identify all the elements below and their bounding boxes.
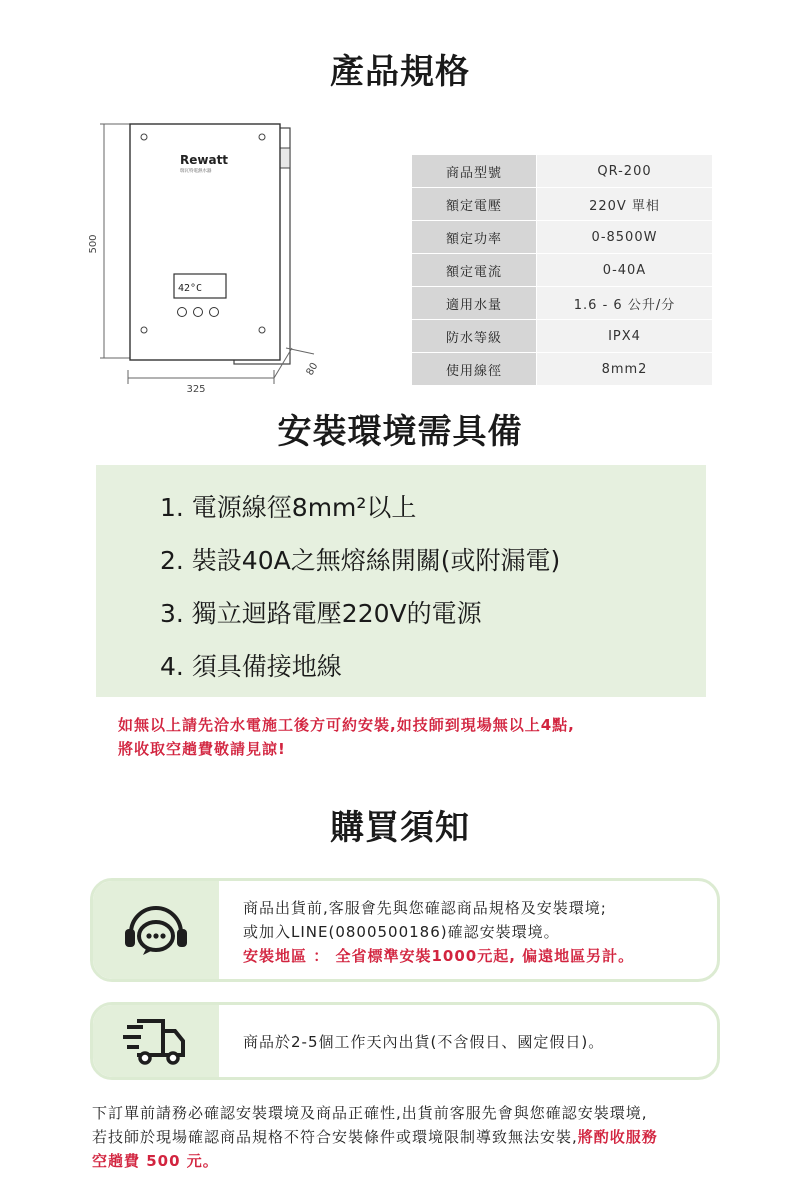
- spec-value: 0-40A: [537, 254, 713, 287]
- brand-logo: Rewatt: [180, 153, 229, 167]
- spec-value: 220V 單相: [537, 188, 713, 221]
- spec-key: 額定電壓: [412, 188, 537, 221]
- heater-drawing: [84, 108, 344, 418]
- install-section-title: 安裝環境需具備: [277, 412, 523, 452]
- purchase-section-title: 購買須知: [330, 808, 470, 848]
- spec-value: QR-200: [537, 155, 713, 188]
- spec-table: [412, 155, 712, 386]
- requirement-item: 2. 裝設40A之無熔絲開關(或附漏電): [160, 546, 561, 575]
- card1-line2: 或加入LINE(0800500186)確認安裝環境。: [243, 923, 560, 941]
- spec-key: 防水等級: [412, 320, 537, 353]
- notice-card-confirm: [90, 878, 720, 982]
- card-icon-area: [93, 881, 219, 979]
- spec-key: 適用水量: [412, 287, 537, 320]
- spec-key: 額定功率: [412, 221, 537, 254]
- spec-row: [412, 320, 712, 353]
- install-warning-line2: 將收取空趟費敬請見諒!: [118, 740, 286, 758]
- card1-line1: 商品出貨前,客服會先與您確認商品規格及安裝環境;: [243, 899, 607, 917]
- card-icon-area: [93, 1005, 219, 1077]
- spec-value: 1.6 - 6 公升/分: [537, 287, 713, 320]
- install-warning-line1: 如無以上請先洽水電施工後方可約安裝,如技師到現場無以上4點,: [118, 716, 575, 734]
- delivery-truck-icon: [93, 1005, 219, 1077]
- spec-value: 8mm2: [537, 353, 713, 386]
- spec-value: 0-8500W: [537, 221, 713, 254]
- footer-note-line3: [92, 1150, 219, 1171]
- spec-key: 額定電流: [412, 254, 537, 287]
- requirement-item: 1. 電源線徑8mm²以上: [160, 493, 417, 522]
- dim-depth-label: 80: [304, 360, 321, 378]
- notice-card-shipping: [90, 1002, 720, 1080]
- card2-line1: 商品於2-5個工作天內出貨(不含假日、國定假日)。: [243, 1033, 605, 1051]
- spec-row: [412, 353, 712, 386]
- card1-line3: 安裝地區 ： 全省標準安裝1000元起, 偏遠地區另計。: [243, 947, 635, 965]
- spec-key: 商品型號: [412, 155, 537, 188]
- spec-row: [412, 221, 712, 254]
- footer-fee-text: 空趟費 500 元。: [92, 1152, 219, 1170]
- footer-note-line2-text: 若技師於現場確認商品規格不符合安裝條件或環境限制導致無法安裝,: [92, 1128, 578, 1146]
- display-reading: 42°C: [178, 283, 203, 294]
- spec-section-title: 產品規格: [330, 52, 470, 92]
- footer-note-line2-highlight: 將酌收服務: [577, 1128, 658, 1146]
- dim-width-label: 325: [186, 384, 206, 395]
- requirement-item: 3. 獨立迴路電壓220V的電源: [160, 599, 482, 628]
- requirement-item: 4. 須具備接地線: [160, 652, 342, 681]
- footer-note-line1: 下訂單前請務必確認安裝環境及商品正確性,出貨前客服先會與您確認安裝環境,: [92, 1104, 648, 1122]
- footer-note-line2: [92, 1126, 658, 1147]
- brand-subtitle: 瑞瓦特電熱水器: [180, 169, 212, 174]
- spec-row: [412, 155, 712, 188]
- dim-height-label: 500: [88, 234, 99, 254]
- headset-chat-icon: [93, 881, 219, 979]
- spec-row: [412, 254, 712, 287]
- spec-key: 使用線徑: [412, 353, 537, 386]
- spec-value: IPX4: [537, 320, 713, 353]
- spec-row: [412, 287, 712, 320]
- spec-row: [412, 188, 712, 221]
